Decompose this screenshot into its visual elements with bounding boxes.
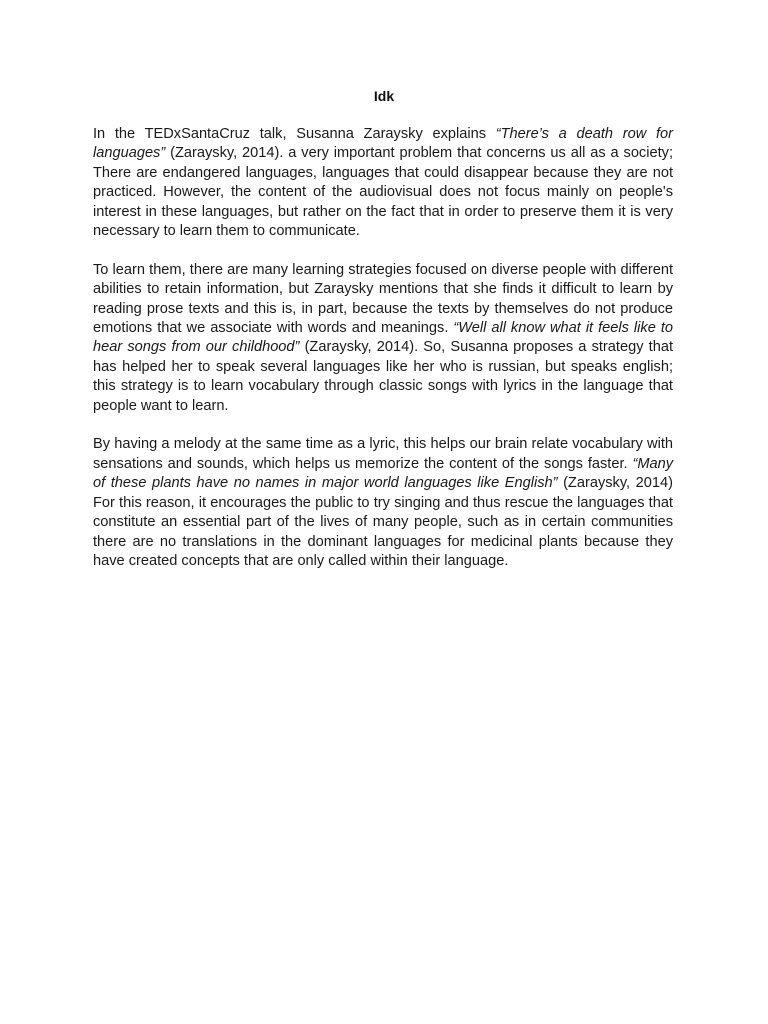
paragraph-3: [93, 435, 673, 571]
paragraph-1-text-continued: (Zaraysky, 2014). a very important problem that concerns us all as a society; There are endangered languages, languages that could disappear because they are not practiced. However, the content of the audiovisual does not focus mainly on people's interest in these languages, but rather on the fact that in order to preserve them it is very necessary to learn them to communicate.: [93, 145, 673, 240]
paragraph-3-text-continued: (Zaraysky, 2014) For this reason, it encourages the public to try singing and thus rescue the languages that constitute an essential part of the lives of many people, such as in certain communities there are no translations in the dominant languages for medicinal plants because they have created concepts that are only called within their language.: [93, 475, 673, 569]
paragraph-1-text: In the TEDxSantaCruz talk, Susanna Zaraysky explains: [93, 126, 496, 142]
paragraph-1: [93, 125, 673, 241]
paragraph-1-quote: “There’s a death row for languages”: [93, 126, 673, 162]
paragraph-2-text: To learn them, there are many learning strategies focused on diverse people with different abilities to retain information, but Zaraysky mentions that she finds it difficult to learn by reading prose texts and this is, in part, because the texts by themselves do not produce emotions that we associate with words and meanings.: [93, 261, 673, 337]
paragraph-3-quote: “Many of these plants have no names in major world languages like English”: [93, 455, 673, 492]
paragraph-2: [93, 261, 673, 416]
paragraph-2-text-continued: (Zaraysky, 2014). So, Susanna proposes a strategy that has helped her to speak several languages like her who is russian, but speaks english; this strategy is to learn vocabulary through classic songs with lyrics in the language that people want to learn.: [93, 339, 673, 414]
document-body: [93, 125, 673, 591]
paragraph-2-quote: “Well all know what it feels like to hear songs from our childhood”: [93, 320, 673, 356]
paragraph-3-text: By having a melody at the same time as a lyric, this helps our brain relate vocabulary with sensations and sounds, which helps us memorize the content of the songs faster.: [93, 436, 673, 472]
document-title: Idk: [373, 88, 395, 104]
